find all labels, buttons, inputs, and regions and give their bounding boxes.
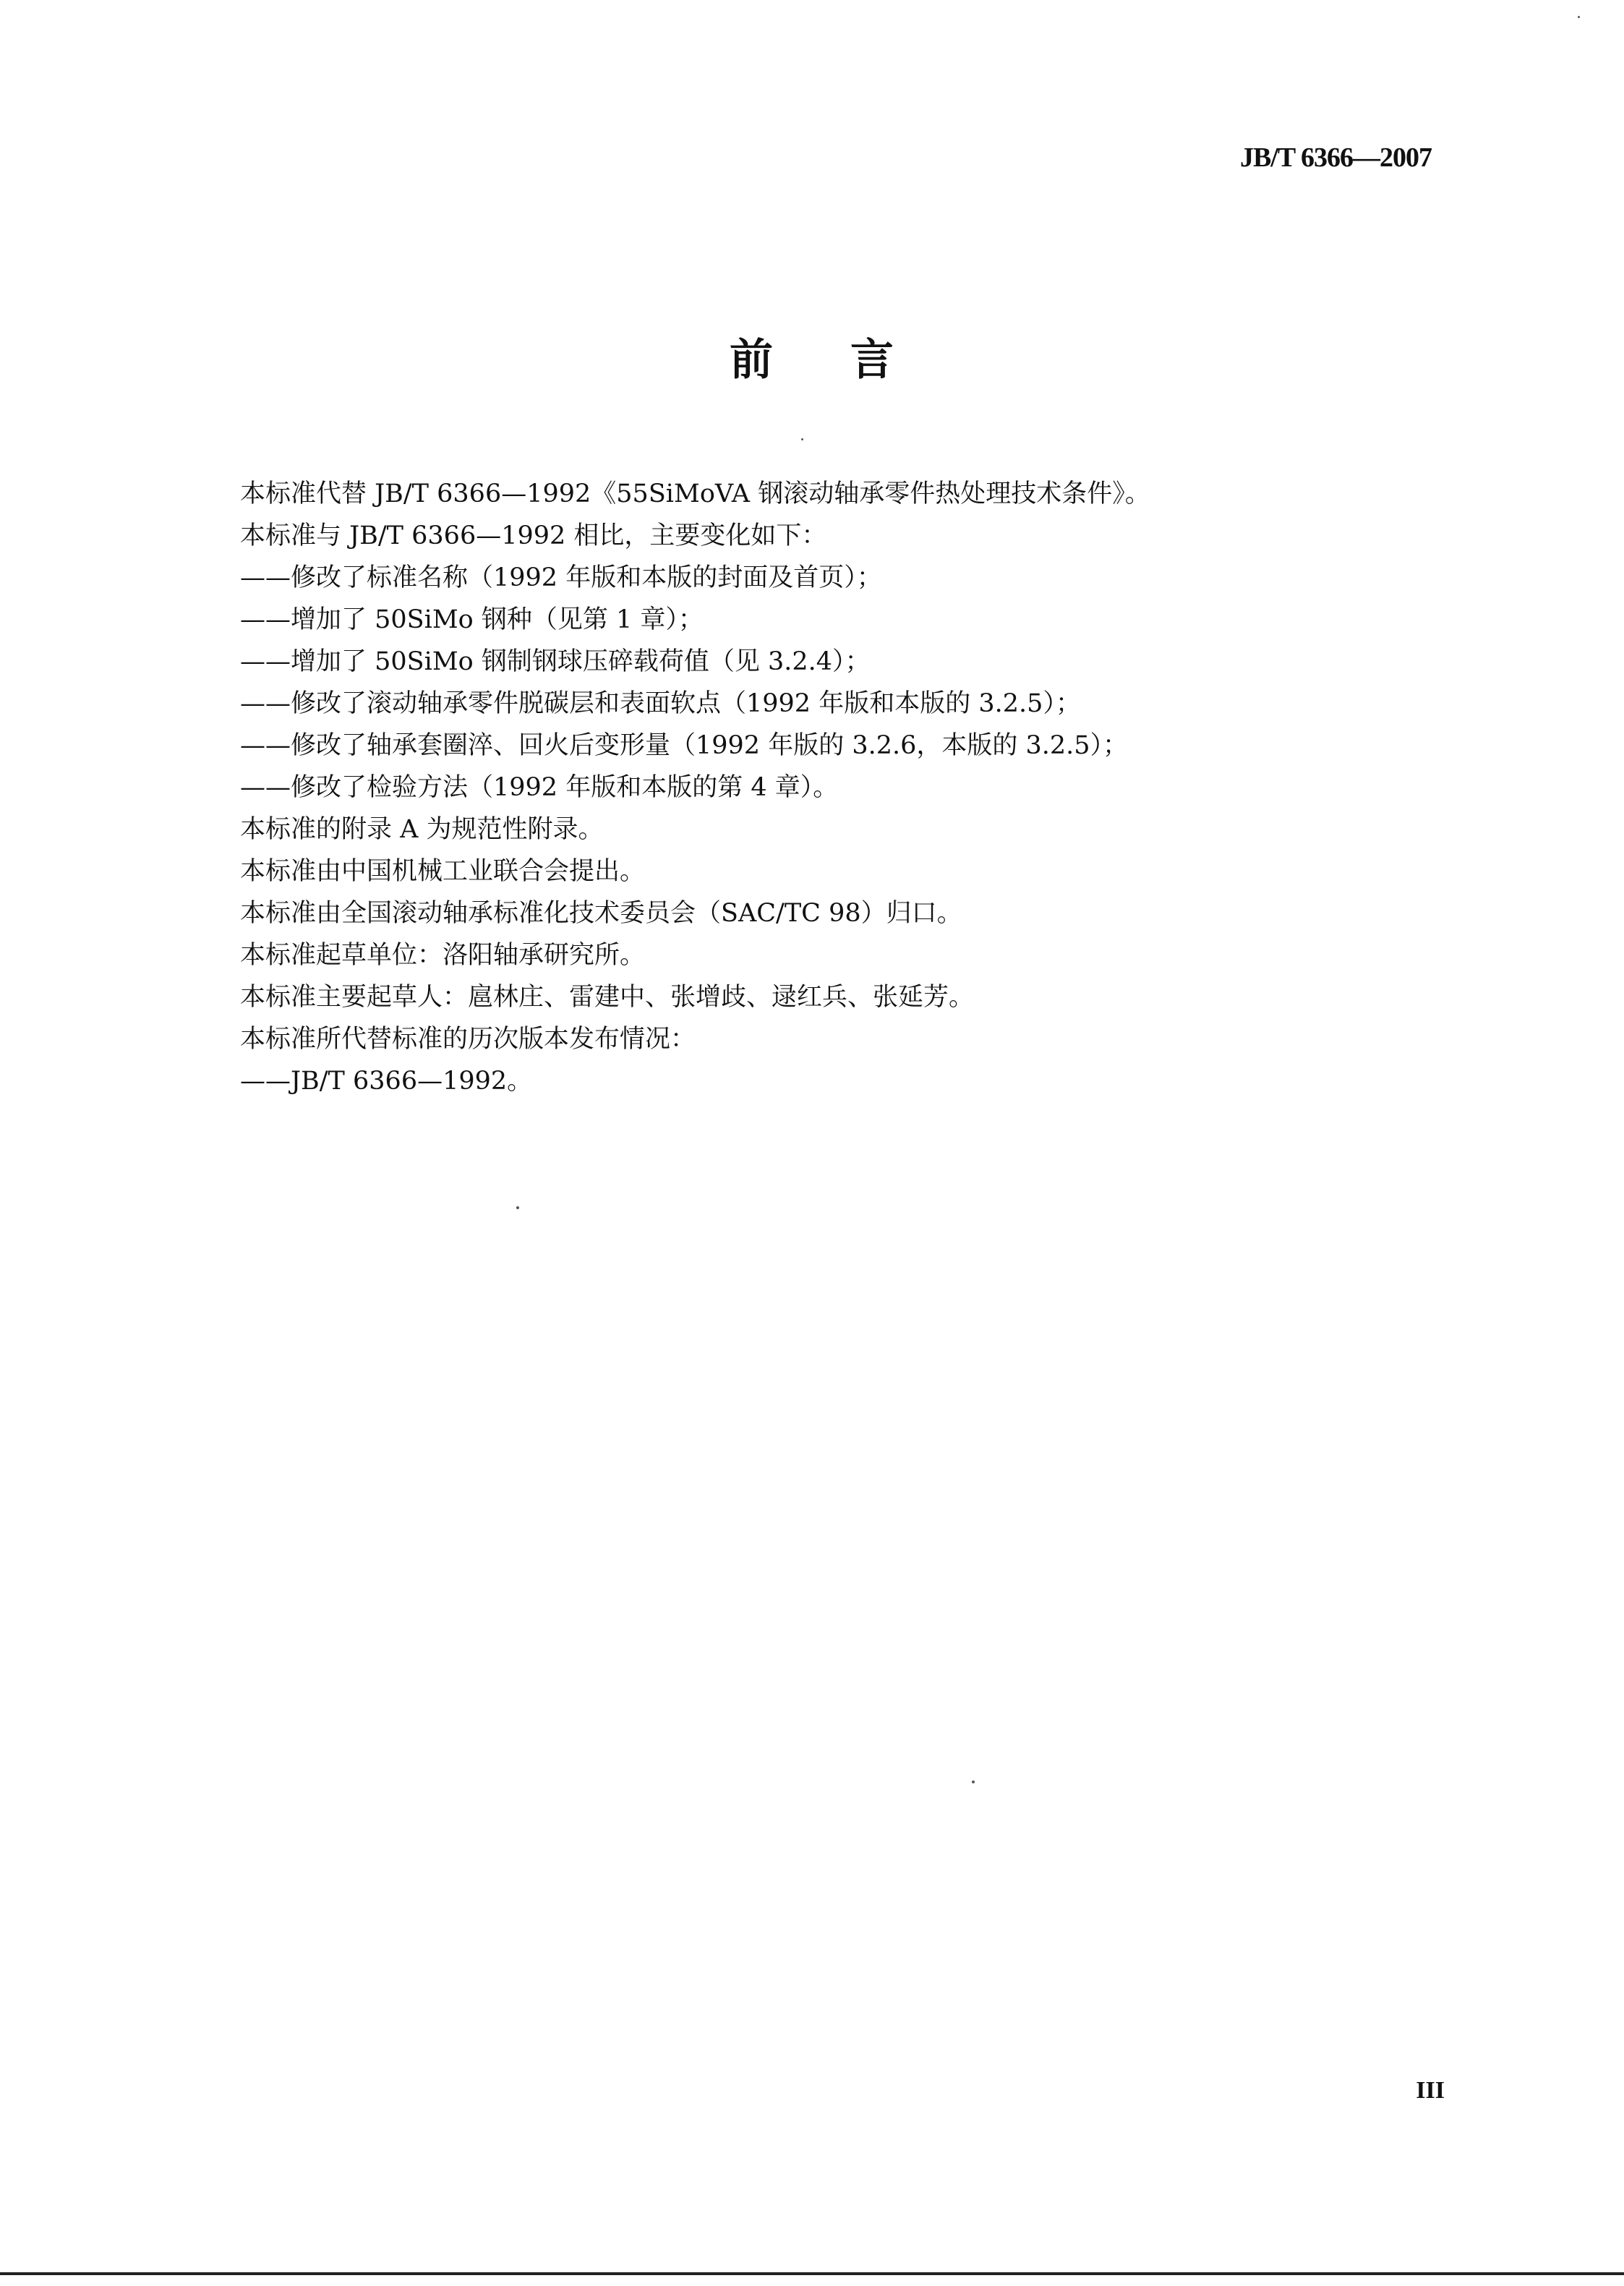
foreword-line: 本标准起草单位：洛阳轴承研究所。 — [240, 941, 646, 970]
page-title-char-1: 前 — [730, 335, 774, 385]
scan-speck — [1578, 16, 1580, 18]
page-number: III — [1416, 2077, 1445, 2104]
foreword-line: ——修改了滚动轴承零件脱碳层和表面软点（1992 年版和本版的 3.2.5）； — [240, 689, 1081, 718]
scan-speck — [516, 1206, 519, 1209]
scan-speck — [801, 438, 803, 440]
foreword-line: 本标准的附录 A 为规范性附录。 — [240, 815, 604, 844]
bottom-page-edge — [0, 2272, 1624, 2275]
foreword-line: 本标准由全国滚动轴承标准化技术委员会（SAC/TC 98）归口。 — [240, 899, 962, 928]
foreword-line: 本标准与 JB/T 6366—1992 相比，主要变化如下： — [240, 521, 827, 550]
scan-speck — [972, 1780, 975, 1783]
foreword-line: ——增加了 50SiMo 钢种（见第 1 章）； — [240, 605, 704, 634]
foreword-line: ——增加了 50SiMo 钢制钢球压碎载荷值（见 3.2.4）； — [240, 647, 871, 676]
foreword-line: ——JB/T 6366—1992。 — [240, 1067, 533, 1096]
page-title — [0, 325, 1624, 388]
foreword-line: 本标准由中国机械工业联合会提出。 — [240, 857, 646, 886]
foreword-line: 本标准主要起草人：扈林庄、雷建中、张增歧、逯红兵、张延芳。 — [240, 983, 975, 1012]
foreword-line: 本标准代替 JB/T 6366—1992《55SiMoVA 钢滚动轴承零件热处理技术条件》。 — [240, 479, 1150, 508]
foreword-line: ——修改了标准名称（1992 年版和本版的封面及首页）； — [240, 563, 882, 592]
standard-code: JB/T 6366—2007 — [1239, 142, 1432, 173]
page-title-char-2: 言 — [850, 335, 894, 385]
foreword-line: 本标准所代替标准的历次版本发布情况： — [240, 1025, 696, 1054]
foreword-body — [240, 473, 1426, 1102]
foreword-line: ——修改了轴承套圈淬、回火后变形量（1992 年版的 3.2.6，本版的 3.2.5）； — [240, 731, 1129, 760]
foreword-line: ——修改了检验方法（1992 年版和本版的第 4 章）。 — [240, 773, 839, 802]
